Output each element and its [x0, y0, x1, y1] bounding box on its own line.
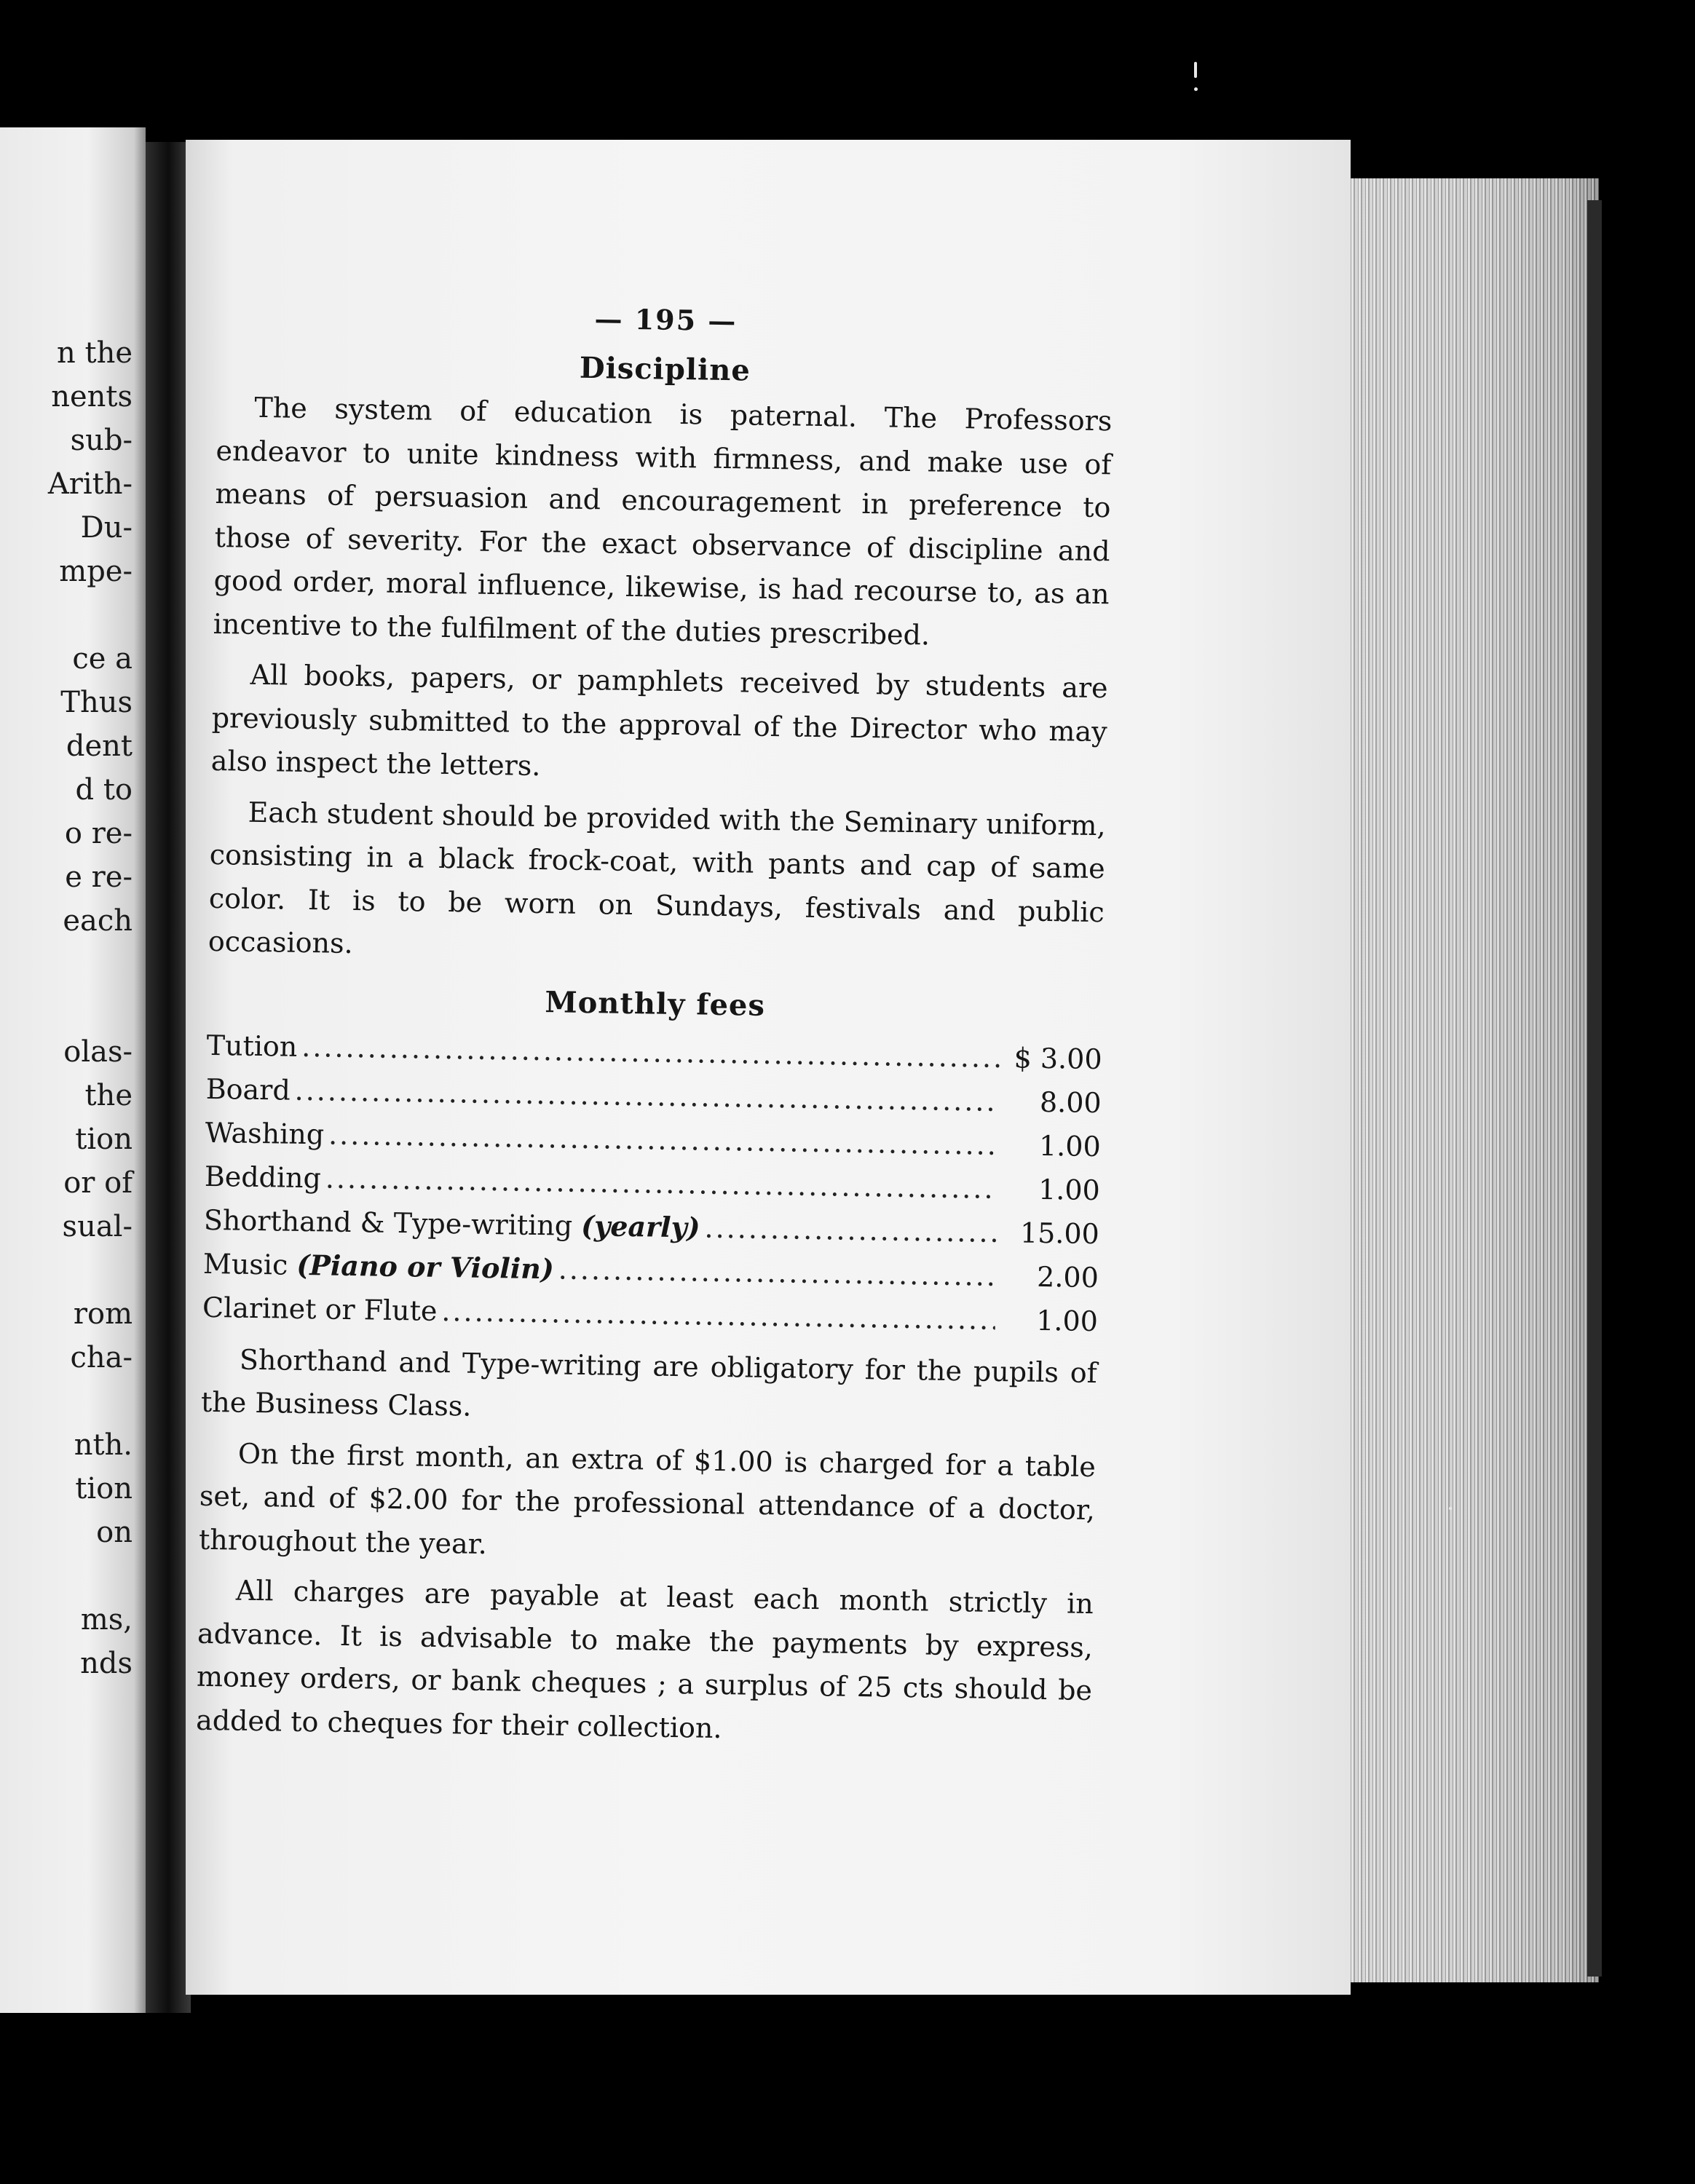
previous-page-line: ms, [80, 1603, 133, 1637]
previous-page-line [0, 986, 133, 1030]
previous-page-line: d to [75, 773, 133, 807]
paragraph: All books, papers, or pamphlets received by students are previously submitted to the approval of the Director who may also inspect the letters. [210, 658, 1108, 783]
fee-label [204, 1154, 321, 1200]
fee-amount: 1.00 [1035, 1304, 1099, 1337]
previous-page-line [0, 1380, 133, 1423]
previous-page-line [0, 943, 133, 986]
previous-page-line: tion [75, 1123, 133, 1156]
previous-page-line: mpe- [59, 555, 133, 588]
previous-page-line: Du- [80, 511, 133, 545]
fees-list [202, 1023, 1102, 1342]
previous-page-line [0, 1554, 133, 1598]
book-cover-edge [1587, 200, 1602, 1977]
previous-page-line: nth. [74, 1428, 133, 1462]
paragraph: All charges are payable at least each month strictly in advance. It is advisable to make the payments by express, money orders, or bank cheques ; a surplus of 25 cts should be added to cheques for their collection. [195, 1574, 1094, 1744]
fee-amount: 8.00 [1039, 1085, 1102, 1119]
paragraph: Shorthand and Type-writing are obligatory for the pupils of the Business Class. [200, 1343, 1098, 1423]
fee-note: (Piano or Violin) [296, 1248, 555, 1285]
previous-page-line: nds [80, 1647, 133, 1680]
dot-leader [441, 1289, 995, 1341]
fee-amount: 2.00 [1036, 1260, 1099, 1294]
previous-page-line: e re- [65, 860, 133, 894]
dot-leader [704, 1206, 997, 1254]
fee-label [205, 1110, 324, 1156]
previous-page-line: on [96, 1516, 133, 1549]
fee-label [205, 1067, 291, 1112]
previous-page-line: olas- [63, 1035, 133, 1069]
fee-note: (yearly) [580, 1208, 700, 1244]
section-heading-discipline: Discipline [579, 350, 751, 388]
previous-page-line: nents [51, 380, 133, 414]
previous-page-line: sual- [62, 1210, 133, 1243]
previous-page-line: sub- [70, 424, 133, 457]
previous-page-line: o re- [64, 817, 133, 850]
fee-amount: 1.00 [1038, 1173, 1101, 1206]
fee-name: Shorthand & Type-writing [203, 1203, 582, 1242]
fee-name: Tution [206, 1029, 298, 1063]
previous-page-line: each [63, 904, 133, 938]
fee-label [202, 1285, 438, 1333]
fee-amount: 1.00 [1038, 1129, 1102, 1163]
fee-name: Board [205, 1072, 291, 1107]
previous-page-line: rom [73, 1297, 133, 1331]
previous-page-text [0, 331, 133, 1685]
scan-speck [1194, 62, 1197, 78]
book-gutter [146, 142, 191, 2013]
page-content [196, 291, 1114, 1763]
fee-name: Bedding [204, 1160, 322, 1194]
fee-name: Washing [205, 1116, 325, 1150]
fee-name: Clarinet or Flute [202, 1291, 438, 1327]
scan-speck [1449, 1507, 1452, 1510]
previous-page-line [0, 1249, 133, 1292]
previous-page-line: tion [75, 1472, 133, 1506]
previous-page-line: Thus [60, 686, 133, 719]
fee-amount: 15.00 [1019, 1216, 1100, 1250]
previous-page-line: Arith- [47, 467, 133, 501]
section-heading-monthly-fees: Monthly fees [545, 984, 766, 1023]
previous-page-line: cha- [70, 1341, 133, 1374]
previous-page-line: n the [57, 336, 133, 370]
previous-page-line: the [84, 1079, 133, 1112]
dot-leader [558, 1248, 996, 1298]
scan-speck [1194, 87, 1198, 91]
paragraph: Each student should be provided with the Seminary uniform, consisting in a black frock-coat, with pants and cap of same color. It is to be worn on Sundays, festivals and public occasions. [208, 796, 1106, 960]
paragraph: On the first month, an extra of $1.00 is charged for a table set, and of $2.00 for the professional attendance of a doctor, throughout the year. [198, 1437, 1097, 1560]
fee-label [203, 1198, 700, 1249]
previous-page-line: ce a [72, 642, 133, 676]
previous-page-fragment [0, 127, 146, 2013]
previous-page-line: dent [66, 729, 133, 763]
paragraph: The system of education is paternal. The Professors endeavor to unite kindness with firmness, and make use of means of persuasion and encouragement in preference to those of severity. For the exact observance of discipline and good order, moral influence, likewise, is had recourse to, as an incentive to the fulfilment of the duties prescribed. [213, 391, 1113, 651]
fee-amount: $ 3.00 [1014, 1041, 1102, 1075]
fee-label [203, 1241, 555, 1291]
fee-name: Music [202, 1247, 297, 1281]
book-fore-edge [1325, 178, 1599, 1982]
page-number: — 195 — [594, 302, 738, 338]
fee-label [206, 1023, 298, 1068]
previous-page-line [0, 593, 133, 637]
previous-page-line: or of [63, 1166, 133, 1200]
